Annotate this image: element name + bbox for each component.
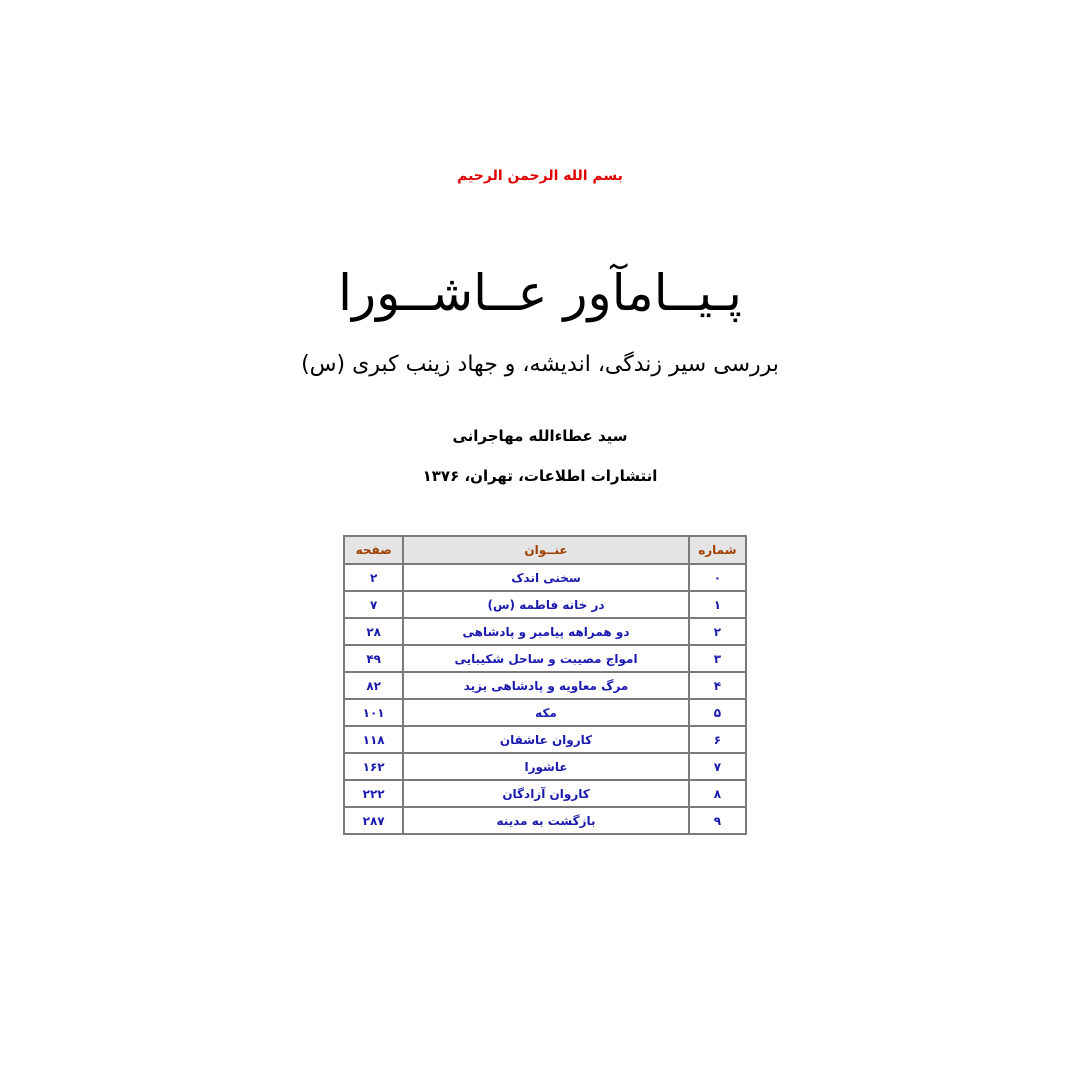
toc-page: ۲ (344, 564, 403, 591)
table-row[interactable] (344, 645, 746, 672)
toc-page: ۱۰۱ (344, 699, 403, 726)
publisher-info: انتشارات اطلاعات، تهران، ۱۳۷۶ (422, 467, 658, 485)
author-name: سيد عطاءالله مهاجرانی (452, 427, 628, 445)
toc-title-link[interactable]: كاروان عاشقان (403, 726, 688, 753)
basmala: بسم الله الرحمن الرحيم (457, 168, 623, 184)
table-row[interactable] (344, 699, 746, 726)
toc-page: ۴۹ (344, 645, 403, 672)
toc-title-link[interactable]: امواج مصيبت و ساحل شكيبايی (403, 645, 688, 672)
toc-number: ۵ (689, 699, 746, 726)
book-subtitle: بررسی سير زندگی، انديشه، و جهاد زينب كبری (س) (301, 352, 779, 377)
toc-number: ۷ (689, 753, 746, 780)
toc-number: ۳ (689, 645, 746, 672)
toc-title-link[interactable]: در خانه فاطمه (س) (403, 591, 688, 618)
toc-page: ۲۲۲ (344, 780, 403, 807)
toc-title-link[interactable]: عاشورا (403, 753, 688, 780)
table-row[interactable] (344, 618, 746, 645)
toc-title-link[interactable]: مرگ معاويه و پادشاهی يزيد (403, 672, 688, 699)
table-row[interactable] (344, 753, 746, 780)
toc-page: ۸۲ (344, 672, 403, 699)
table-row[interactable] (344, 672, 746, 699)
toc-title-link[interactable]: كاروان آزادگان (403, 780, 688, 807)
toc-page: ۱۶۲ (344, 753, 403, 780)
toc-header-number: شماره (689, 536, 746, 564)
toc-number: ۱ (689, 591, 746, 618)
toc-title-link[interactable]: مكه (403, 699, 688, 726)
table-row[interactable] (344, 726, 746, 753)
toc-page: ۷ (344, 591, 403, 618)
table-row[interactable] (344, 780, 746, 807)
toc-page: ۱۱۸ (344, 726, 403, 753)
toc-header-row (344, 536, 746, 564)
table-of-contents (343, 535, 747, 835)
toc-number: ۹ (689, 807, 746, 834)
toc-page: ۲۸۷ (344, 807, 403, 834)
toc-number: ۶ (689, 726, 746, 753)
toc-title-link[interactable]: بازگشت به مدينه (403, 807, 688, 834)
toc-number: ۴ (689, 672, 746, 699)
table-row[interactable] (344, 564, 746, 591)
book-title: پـيــامآور عــاشــورا (338, 264, 742, 322)
toc-title-link[interactable]: دو همراهه پيامبر و پادشاهی (403, 618, 688, 645)
toc-title-link[interactable]: سخنی اندک (403, 564, 688, 591)
toc-number: ۲ (689, 618, 746, 645)
toc-header-page: صفحه (344, 536, 403, 564)
toc-number: ۸ (689, 780, 746, 807)
table-row[interactable] (344, 807, 746, 834)
toc-page: ۲۸ (344, 618, 403, 645)
toc-header-title: عنــوان (403, 536, 688, 564)
toc-number: ۰ (689, 564, 746, 591)
table-row[interactable] (344, 591, 746, 618)
